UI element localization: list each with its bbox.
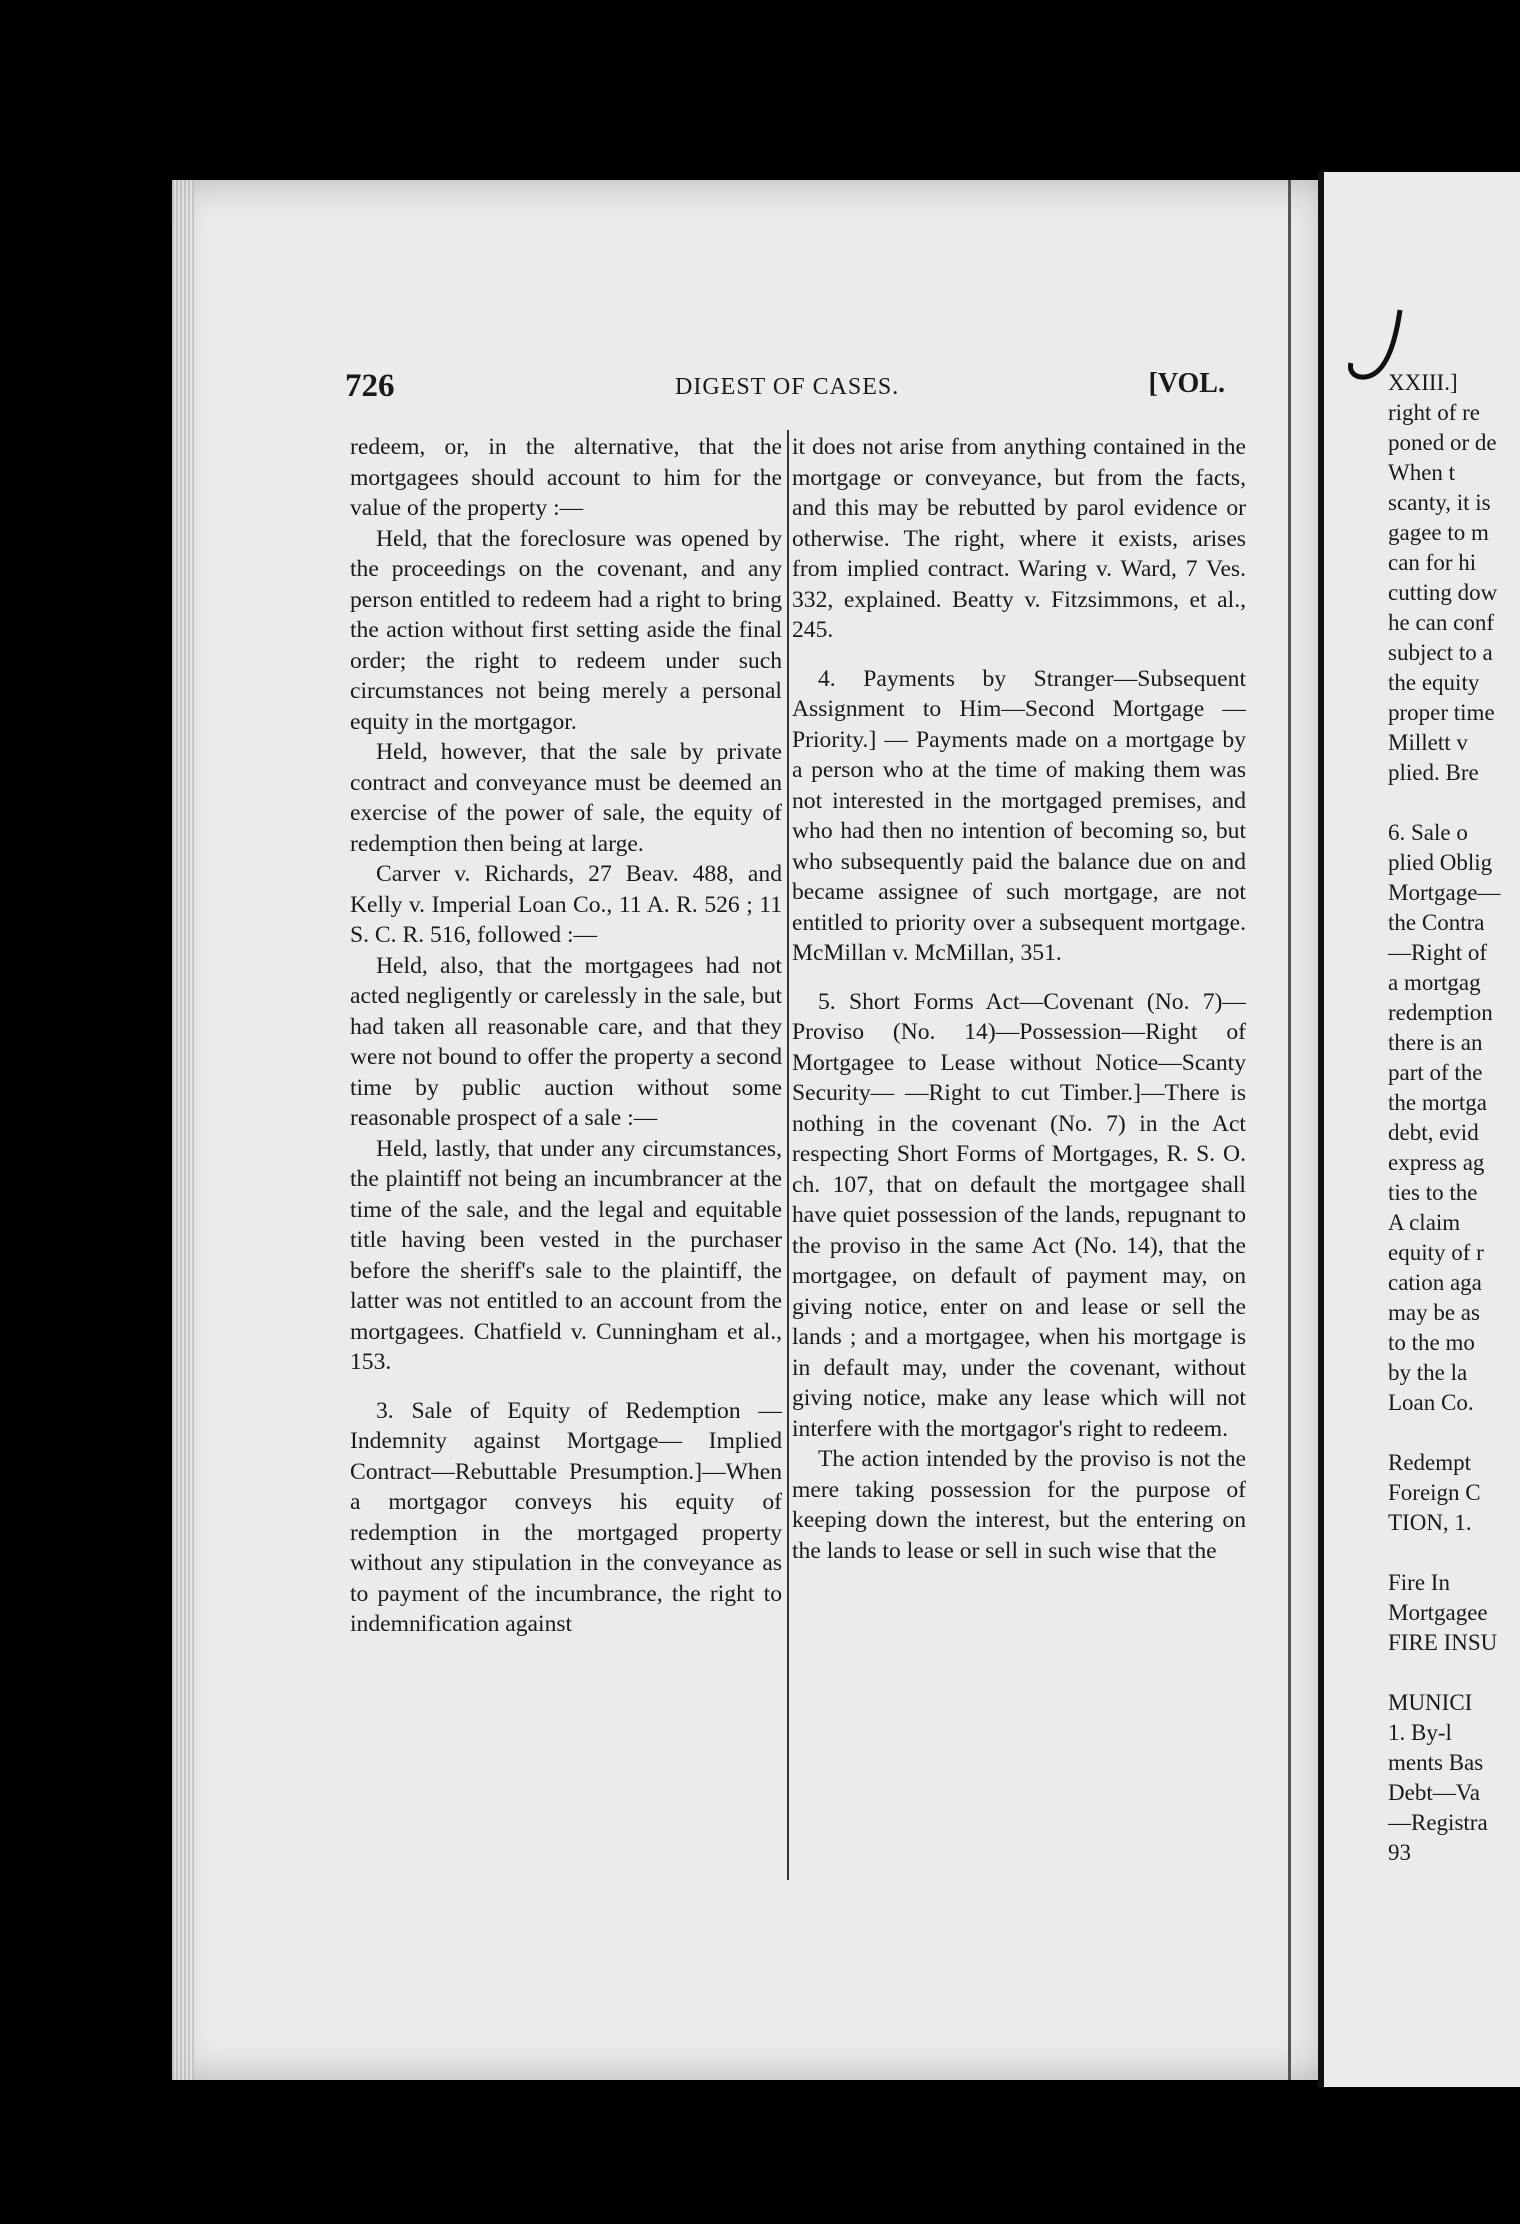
volume-mark: [VOL. xyxy=(1148,368,1225,399)
page-edge-line xyxy=(1288,180,1291,2080)
paragraph: Carver v. Richards, 27 Beav. 488, and Kelly v. Imperial Loan Co., 11 A. R. 526 ; 11 S. C. R. 516, followed :— xyxy=(350,861,782,948)
fragment-line: right of re xyxy=(1388,400,1480,425)
fragment-line: ments Bas xyxy=(1388,1750,1484,1775)
running-head: DIGEST OF CASES. xyxy=(675,374,900,400)
fragment-line xyxy=(1388,1658,1520,1688)
fragment-line: redemption xyxy=(1388,1000,1493,1025)
left-column xyxy=(350,432,782,1640)
fragment-line: Mortgagee xyxy=(1388,1600,1488,1625)
fragment-line: ties to the xyxy=(1388,1180,1478,1205)
fragment-line: plied. Bre xyxy=(1388,760,1479,785)
fragment-line: TION, 1. xyxy=(1388,1510,1472,1535)
right-page-fragment xyxy=(1388,368,1520,1868)
fragment-line: poned or de xyxy=(1388,430,1497,455)
fragment-line xyxy=(1388,788,1520,818)
fragment-line: When t xyxy=(1388,460,1456,485)
fragment-line: scanty, it is xyxy=(1388,490,1491,515)
column-divider xyxy=(787,430,789,1880)
fragment-line: proper time xyxy=(1388,700,1495,725)
fragment-line: may be as xyxy=(1388,1300,1480,1325)
paragraph: The action intended by the proviso is not the mere taking possession for the purpose of keeping down the interest, but the entering on the lands to lease or sell in such wise that the xyxy=(792,1446,1246,1564)
fragment-line: MUNICI xyxy=(1388,1690,1473,1715)
fragment-line: can for hi xyxy=(1388,550,1477,575)
paragraph: 3. Sale of Equity of Redemption — Indemnity against Mortgage— Implied Contract—Rebuttable Presumption.]—When a mortgagor conveys his equity of redemption in the mortgaged property without any stipulation in the conveyance as to payment of the incumbrance, the right to indemnification against xyxy=(350,1397,782,1637)
paragraph: it does not arise from anything contained in the mortgage or conveyance, but from the facts, and this may be rebutted by parol evidence or otherwise. The right, where it exists, arises from implied contract. Waring v. Ward, 7 Ves. 332, explained. Beatty v. Fitzsimmons, et al., 245. xyxy=(792,434,1246,643)
fragment-line: Debt—Va xyxy=(1388,1780,1480,1805)
middle-column xyxy=(792,432,1246,1566)
fragment-line: plied Oblig xyxy=(1388,850,1493,875)
fragment-line: Foreign C xyxy=(1388,1480,1481,1505)
fragment-line: —Registra xyxy=(1388,1810,1488,1835)
paragraph: Held, lastly, that under any circumstances, the plaintiff not being an incumbrancer at the time of the sale, and the legal and equitable title having been vested in the purchaser before the sheriff's sale to the plaintiff, the latter was not entitled to an account from the mortgagees. Chatfield v. Cunningham et al., 153. xyxy=(350,1135,782,1375)
fragment-line: Fire In xyxy=(1388,1570,1450,1595)
fragment-line: Millett v xyxy=(1388,730,1468,755)
fragment-line: 93 xyxy=(1388,1840,1411,1865)
paragraph: redeem, or, in the alternative, that the mortgagees should account to him for the value of the property :— xyxy=(350,434,782,521)
fragment-line: the mortga xyxy=(1388,1090,1487,1115)
fragment-line xyxy=(1388,1418,1520,1448)
fragment-line: express ag xyxy=(1388,1150,1485,1175)
fragment-line: XXIII.] xyxy=(1388,370,1458,395)
fragment-line: part of the xyxy=(1388,1060,1483,1085)
fragment-line: to the mo xyxy=(1388,1330,1475,1355)
fragment-line: by the la xyxy=(1388,1360,1468,1385)
fragment-line: equity of r xyxy=(1388,1240,1484,1265)
page-number: 726 xyxy=(345,368,395,404)
fragment-line: —Right of xyxy=(1388,940,1488,965)
fragment-line: Redempt xyxy=(1388,1450,1472,1475)
paragraph: Held, also, that the mortgagees had not acted negligently or carelessly in the sale, but had taken all reasonable care, and that they were not bound to offer the property a second time by public auction without some reasonable prospect of a sale :— xyxy=(350,952,782,1131)
fragment-line: 6. Sale o xyxy=(1388,820,1468,845)
fragment-line: he can conf xyxy=(1388,610,1494,635)
page-header xyxy=(345,368,1225,418)
fragment-line: subject to a xyxy=(1388,640,1493,665)
fragment-line: A claim xyxy=(1388,1210,1461,1235)
paragraph: Held, that the foreclosure was opened by the proceedings on the covenant, and any person entitled to redeem had a right to bring the action without first setting aside the final order; the right to redeem under such circumstances not being merely a personal equity in the mortgagor. xyxy=(350,525,782,735)
fragment-line: Mortgage— xyxy=(1388,880,1501,905)
fragment-line: Loan Co. xyxy=(1388,1390,1474,1415)
fragment-line: cutting dow xyxy=(1388,580,1498,605)
fragment-line: 1. By-l xyxy=(1388,1720,1452,1745)
paragraph: 5. Short Forms Act—Covenant (No. 7)—Proviso (No. 14)—Possession—Right of Mortgagee to Lease without Notice—Scanty Security— —Right to cut Timber.]—There is nothing in the covenant (No. 7) in the Act respecting Short Forms of Mortgages, R. S. O. ch. 107, that on default the mortgagee shall have quiet possession of the lands, repugnant to the proviso in the same Act (No. 14), that the mortgagee, on default of payment may, on giving notice, enter on and lease or sell the lands ; and a mortgagee, when his mortgage is in default may, under the covenant, without giving notice, make any lease which will not interfere with the mortgagor's right to redeem. xyxy=(792,988,1246,1442)
fragment-line: debt, evid xyxy=(1388,1120,1479,1145)
fragment-line: a mortgag xyxy=(1388,970,1481,995)
fragment-line: cation aga xyxy=(1388,1270,1482,1295)
fragment-line: the equity xyxy=(1388,670,1480,695)
paragraph: 4. Payments by Stranger—Subsequent Assignment to Him—Second Mortgage — Priority.] — Payments made on a mortgage by a person who at the time of making them was not interested in the mortgaged premises, and who had then no intention of becoming so, but who subsequently paid the balance due on and became assignee of such mortgage, are not entitled to priority over a subsequent mortgage. McMillan v. McMillan, 351. xyxy=(792,665,1246,966)
fragment-line: gagee to m xyxy=(1388,520,1489,545)
fragment-line: FIRE INSU xyxy=(1388,1630,1498,1655)
fragment-line: there is an xyxy=(1388,1030,1483,1055)
fragment-line xyxy=(1388,1538,1520,1568)
paragraph: Held, however, that the sale by private contract and conveyance must be deemed an exercise of the power of sale, the equity of redemption then being at large. xyxy=(350,739,782,857)
fragment-line: the Contra xyxy=(1388,910,1485,935)
